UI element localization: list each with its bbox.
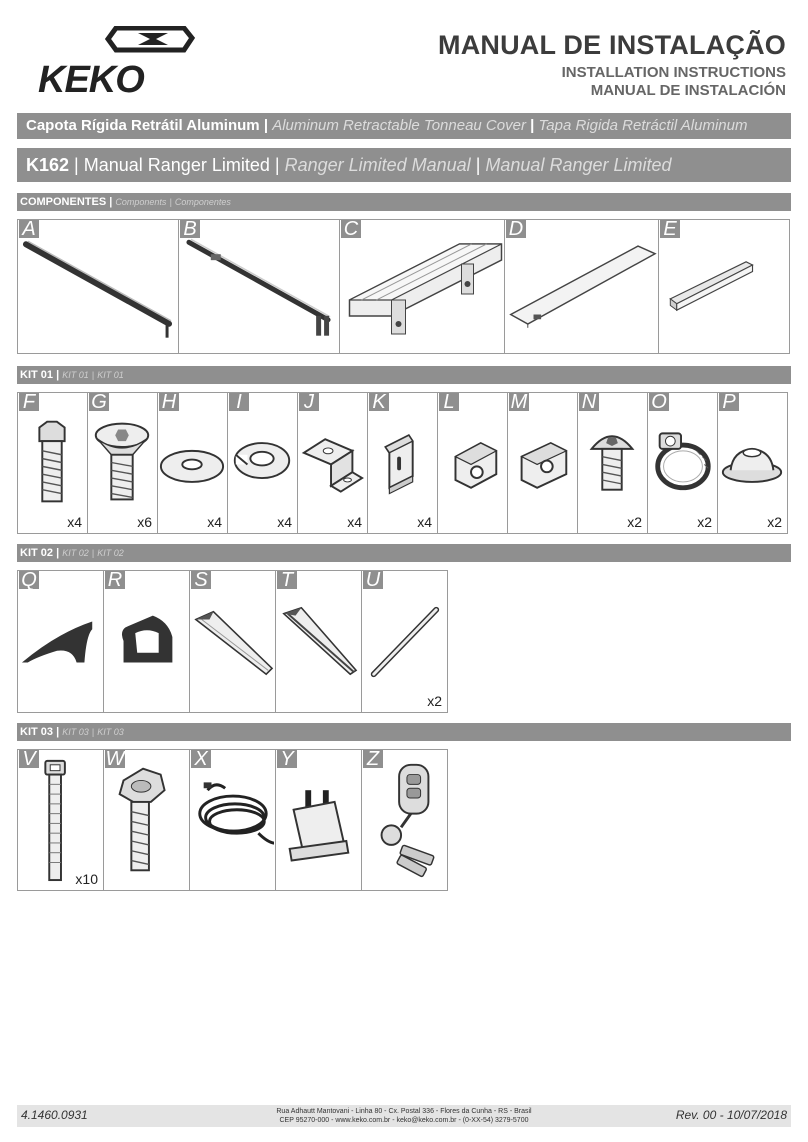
part-letter: A [19,220,39,238]
part-letter: W [105,750,125,770]
part-w [104,750,190,891]
logo-text: KEKO [38,59,144,96]
address-line-1: Rua Adhautt Mantovani - Linha 80 - Cx. Postal 336 - Flores da Cunha - RS - Brasil [276,1108,532,1115]
part-a [18,220,179,354]
separator: | [475,155,481,175]
product-bar [17,113,791,139]
part-letter: L [439,393,459,411]
part-letter: T [277,571,297,589]
footer [17,1105,791,1127]
kit02-heading: KIT 02 | KIT 02 | KIT 02 [17,544,791,562]
part-letter: Z [363,750,383,768]
components-heading: COMPONENTES | Components | Componentes [17,193,791,211]
part-k [368,393,438,534]
part-m [508,393,578,534]
part-letter: F [19,393,39,411]
part-r [104,571,190,713]
part-letter: G [89,393,109,411]
part-letter: Y [277,750,297,768]
kit02-row [17,570,448,713]
kit01-heading: KIT 01 | KIT 01 | KIT 01 [17,366,791,384]
part-letter: N [579,393,599,411]
part-l [438,393,508,534]
separator: | [74,155,79,175]
part-j [298,393,368,534]
part-v [18,750,104,891]
part-letter: E [660,220,680,238]
subtitle-en: INSTALLATION INSTRUCTIONS [561,64,786,81]
model-bar [17,148,791,182]
separator: | [274,155,280,175]
part-quantity: x4 [277,514,292,530]
part-u [362,571,448,713]
part-q [18,571,104,713]
product-name-pt: Capota Rígida Retrátil Aluminum [26,117,260,134]
part-letter: U [363,571,383,589]
part-letter: P [719,393,739,411]
part-s [190,571,276,713]
part-i [228,393,298,534]
part-y [276,750,362,891]
part-f [18,393,88,534]
part-quantity: x4 [417,514,432,530]
part-letter: R [105,571,125,589]
separator: | [530,117,535,134]
part-letter: J [299,393,319,411]
part-g [88,393,158,534]
part-d [505,220,659,354]
part-quantity: x6 [137,514,152,530]
part-letter: M [510,393,528,413]
keko-logo [38,26,256,96]
model-name-es: Manual Ranger Limited [485,155,672,175]
separator: | [263,117,269,134]
part-quantity: x4 [207,514,222,530]
part-quantity: x2 [767,514,782,530]
part-e [659,220,790,354]
header-titles [438,30,786,99]
part-quantity: x4 [347,514,362,530]
kit03-row [17,749,448,891]
address-line-2: CEP 95270-000 - www.keko.com.br - keko@keko.com.br - (0-XX-54) 3279-5700 [279,1117,529,1124]
kit01-row [17,392,788,534]
part-quantity: x2 [627,514,642,530]
part-letter: H [159,393,179,411]
revision: Rev. 00 - 10/07/2018 [675,1108,787,1122]
part-b [179,220,340,354]
model-name-en: Ranger Limited Manual [284,155,471,175]
part-letter: K [369,393,389,411]
part-quantity: x10 [75,871,98,887]
model-name-pt: Manual Ranger Limited [83,155,270,175]
part-letter: O [649,393,669,411]
part-c [340,220,505,354]
part-h [158,393,228,534]
part-quantity: x2 [697,514,712,530]
part-letter: D [506,220,526,238]
document-code: 4.1460.0931 [21,1108,88,1122]
part-quantity: x2 [427,693,442,709]
part-letter: I [229,393,249,411]
part-letter: B [180,220,200,238]
part-t [276,571,362,713]
part-o [648,393,718,534]
part-quantity: x4 [67,514,82,530]
part-letter: V [19,750,39,768]
components-row [17,219,790,354]
part-n [578,393,648,534]
part-p [718,393,788,534]
part-letter: S [191,571,211,589]
kit03-heading: KIT 03 | KIT 03 | KIT 03 [17,723,791,741]
part-letter: Q [19,571,39,589]
subtitle-es: MANUAL DE INSTALACIÓN [590,82,786,99]
part-z [362,750,448,891]
product-name-en: Aluminum Retractable Tonneau Cover [272,117,526,134]
part-x [190,750,276,891]
part-letter: X [191,750,211,768]
part-letter: C [341,220,361,238]
manual-title: MANUAL DE INSTALAÇÃO [438,30,786,60]
product-name-es: Tapa Rigida Retráctil Aluminum [538,117,748,134]
model-code: K162 [26,155,70,175]
